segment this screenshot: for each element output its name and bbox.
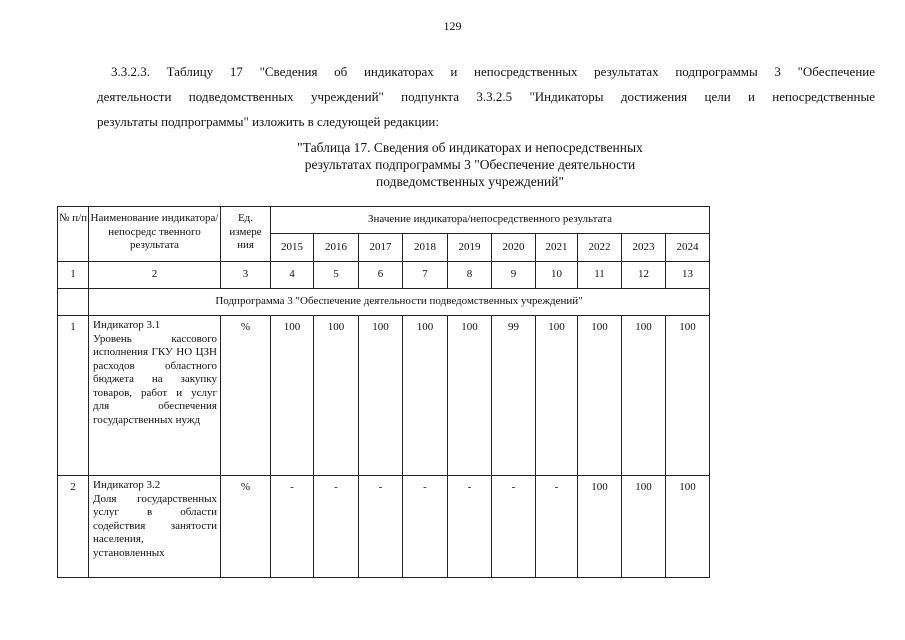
header-year: 2018 xyxy=(403,234,448,262)
section-title: Подпрограмма 3 "Обеспечение деятельности подведомственных учреждений" xyxy=(89,289,710,316)
intro-line-1: 3.3.2.3. Таблицу 17 "Сведения об индикаторах и непосредственных результатах подпрограммы 3 "Обеспечение xyxy=(111,64,875,79)
indicator-description: Уровень кассового исполнения ГКУ НО ЦЗН расходов областного бюджета на закупку товаров, работ и услуг для обеспечения государственных нужд xyxy=(93,332,217,426)
value-cell: 100 xyxy=(403,316,448,476)
col-number: 9 xyxy=(492,262,536,289)
row-num: 1 xyxy=(58,316,89,476)
value-cell: - xyxy=(492,476,536,578)
value-cell: - xyxy=(271,476,314,578)
row-unit: % xyxy=(221,476,271,578)
indicator-description: Доля государственных услуг в области содействия занятости населения, установленных xyxy=(93,492,217,559)
value-cell: 100 xyxy=(314,316,359,476)
col-number: 11 xyxy=(578,262,622,289)
indicator-name-cell xyxy=(89,476,221,578)
header-year: 2023 xyxy=(622,234,666,262)
value-cell: 100 xyxy=(578,316,622,476)
row-num: 2 xyxy=(58,476,89,578)
value-cell: - xyxy=(359,476,403,578)
column-number-row xyxy=(58,262,710,289)
intro-line-2: деятельности подведомственных учреждений" подпункта 3.3.2.5 "Индикаторы достижения цели и непосредственные xyxy=(97,89,875,104)
indicator-title: Индикатор 3.1 xyxy=(93,319,161,331)
caption-line-1: "Таблица 17. Сведения об индикаторах и непосредственных xyxy=(297,140,643,155)
header-year: 2015 xyxy=(271,234,314,262)
intro-line-3: результаты подпрограммы" изложить в следующей редакции: xyxy=(97,114,439,129)
value-cell: - xyxy=(448,476,492,578)
header-year: 2024 xyxy=(666,234,710,262)
header-num: № п/п xyxy=(58,207,89,262)
header-value-group: Значение индикатора/непосредственного результата xyxy=(271,207,710,234)
col-number: 4 xyxy=(271,262,314,289)
col-number: 3 xyxy=(221,262,271,289)
header-year: 2016 xyxy=(314,234,359,262)
col-number: 12 xyxy=(622,262,666,289)
value-cell: 100 xyxy=(622,476,666,578)
col-number: 8 xyxy=(448,262,492,289)
col-number: 10 xyxy=(536,262,578,289)
indicators-table xyxy=(57,206,710,578)
header-unit: Ед. измере ния xyxy=(221,207,271,262)
caption-line-2: результатах подпрограммы 3 "Обеспечение деятельности xyxy=(304,157,636,172)
caption-line-3: подведомственных учреждений" xyxy=(376,174,564,189)
indicator-name-cell xyxy=(89,316,221,476)
header-year: 2019 xyxy=(448,234,492,262)
header-year: 2022 xyxy=(578,234,622,262)
header-year: 2020 xyxy=(492,234,536,262)
intro-paragraph xyxy=(97,59,875,134)
value-cell: 100 xyxy=(271,316,314,476)
value-cell: - xyxy=(536,476,578,578)
value-cell: - xyxy=(403,476,448,578)
value-cell: 100 xyxy=(536,316,578,476)
col-number: 5 xyxy=(314,262,359,289)
col-number: 6 xyxy=(359,262,403,289)
page-number: 129 xyxy=(443,19,462,33)
value-cell: 100 xyxy=(448,316,492,476)
section-row xyxy=(58,289,710,316)
value-cell: 99 xyxy=(492,316,536,476)
value-cell: 100 xyxy=(359,316,403,476)
header-year: 2021 xyxy=(536,234,578,262)
col-number: 13 xyxy=(666,262,710,289)
col-number: 1 xyxy=(58,262,89,289)
value-cell: 100 xyxy=(622,316,666,476)
header-year: 2017 xyxy=(359,234,403,262)
col-number: 7 xyxy=(403,262,448,289)
table-row xyxy=(58,316,710,476)
table-caption xyxy=(200,139,740,190)
value-cell: 100 xyxy=(578,476,622,578)
value-cell: 100 xyxy=(666,476,710,578)
header-name: Наименование индикатора/непосредс твенного результата xyxy=(89,207,221,262)
row-unit: % xyxy=(221,316,271,476)
table-row xyxy=(58,476,710,578)
col-number: 2 xyxy=(89,262,221,289)
value-cell: 100 xyxy=(666,316,710,476)
value-cell: - xyxy=(314,476,359,578)
indicator-title: Индикатор 3.2 xyxy=(93,479,161,491)
